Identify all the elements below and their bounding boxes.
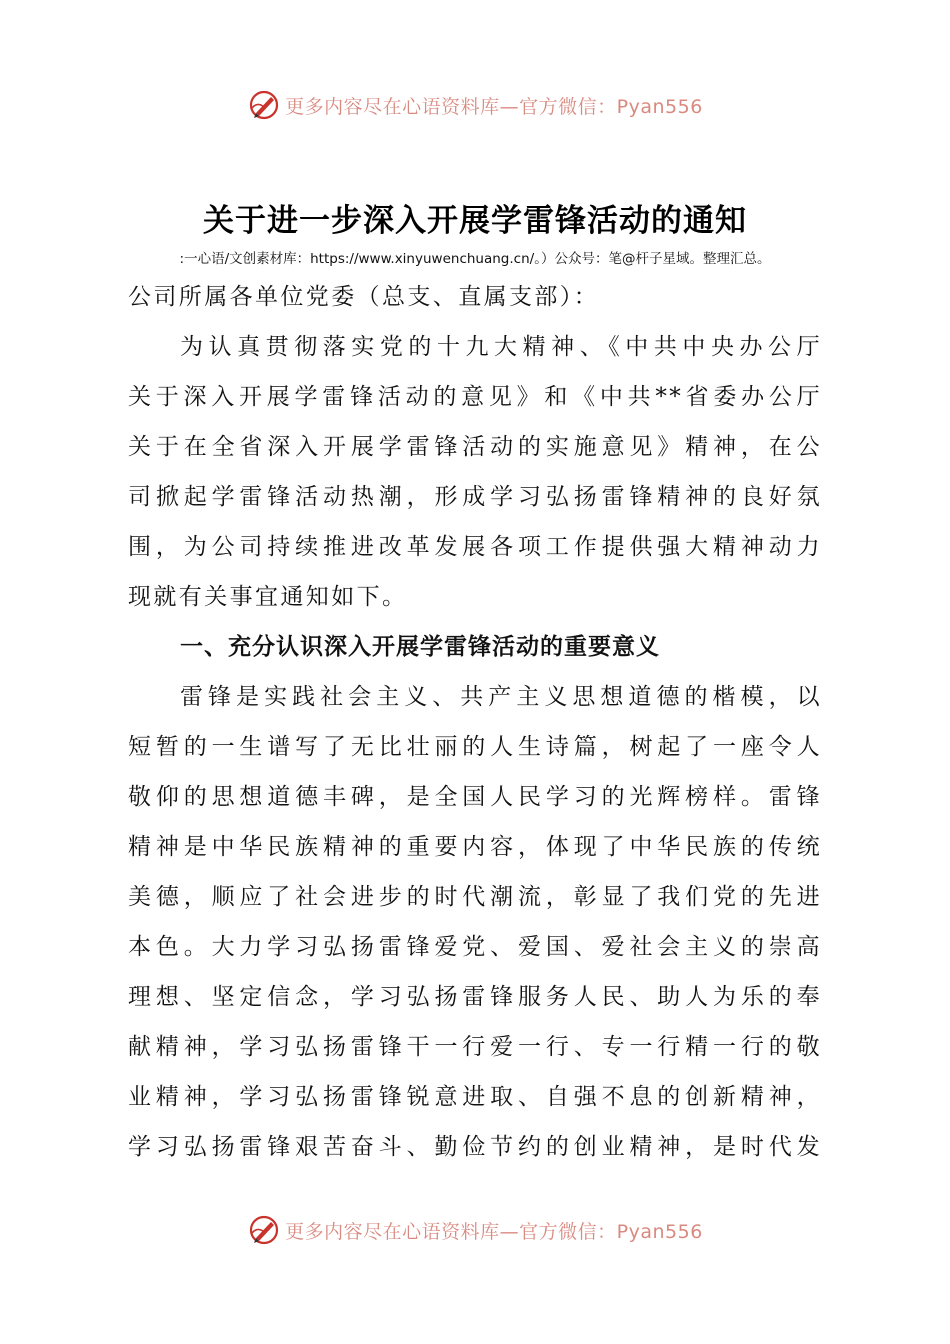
document-title: 关于进一步深入开展学雷锋活动的通知 [203,203,747,239]
body-line: 为认真贯彻落实党的十九大精神、《中共中央办公厅 [180,334,822,360]
body-line: 业精神，学习弘扬雷锋锐意进取、自强不息的创新精神， [128,1084,822,1110]
body-line: 围，为公司持续推进改革发展各项工作提供强大精神动力 [128,534,822,560]
body-line: 关于深入开展学雷锋活动的意见》和《中共**省委办公厅 [128,384,822,410]
body-line: 献精神，学习弘扬雷锋干一行爱一行、专一行精一行的敬 [128,1034,822,1060]
header-watermark-banner [0,85,950,125]
pen-logo-icon [247,88,281,122]
banner-text: 更多内容尽在心语资料库—官方微信：Pyan556 [285,1220,703,1243]
body-line: 本色。大力学习弘扬雷锋爱党、爱国、爱社会主义的崇高 [128,934,822,960]
body-line: 理想、坚定信念，学习弘扬雷锋服务人民、助人为乐的奉 [128,984,822,1010]
section-heading-1: 一、充分认识深入开展学雷锋活动的重要意义 [180,634,660,660]
body-line: 学习弘扬雷锋艰苦奋斗、勤俭节约的创业精神，是时代发 [128,1134,822,1160]
body-line: 雷锋是实践社会主义、共产主义思想道德的楷模，以 [180,684,822,710]
banner-text: 更多内容尽在心语资料库—官方微信：Pyan556 [285,95,703,118]
body-line: 敬仰的思想道德丰碑，是全国人民学习的光辉榜样。雷锋 [128,784,822,810]
document-body [128,272,822,1172]
body-line: 短暂的一生谱写了无比壮丽的人生诗篇，树起了一座令人 [128,734,822,760]
salutation-line: 公司所属各单位党委（总支、直属支部）： [128,284,600,310]
body-line: 精神是中华民族精神的重要内容，体现了中华民族的传统 [128,834,822,860]
footer-watermark-banner [0,1210,950,1250]
body-line: 司掀起学雷锋活动热潮，形成学习弘扬雷锋精神的良好氛 [128,484,822,510]
body-line: 美德，顺应了社会进步的时代潮流，彰显了我们党的先进 [128,884,822,910]
source-line: :一心语/文创素材库：https://www.xinyuwenchuang.cn/。）公众号：笔@杆子星域。整理汇总。 [179,251,771,267]
pen-logo-icon [247,1213,281,1247]
body-line: 现就有关事宜通知如下。 [128,584,408,610]
body-line: 关于在全省深入开展学雷锋活动的实施意见》精神，在公 [128,434,822,460]
